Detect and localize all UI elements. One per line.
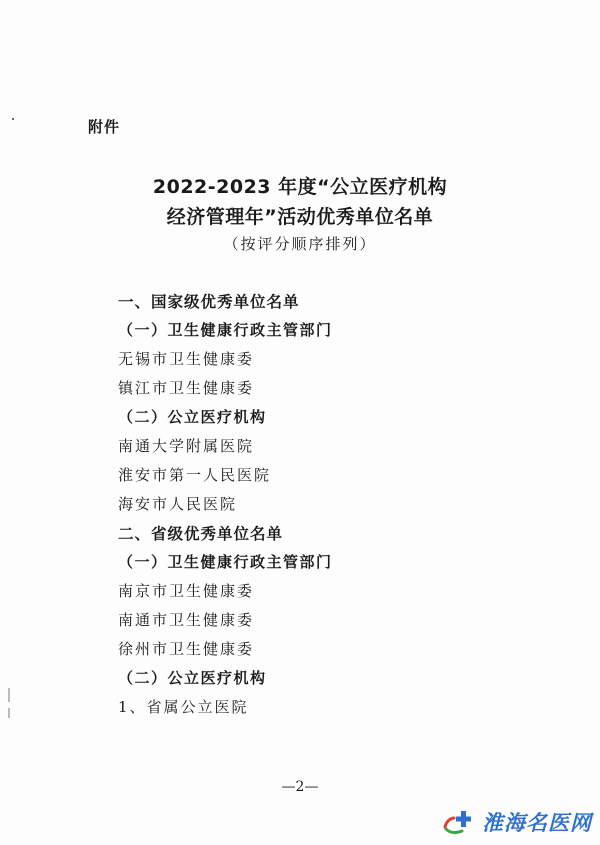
group-heading-public-hospitals: （二）公立医疗机构 [118,408,267,426]
scan-margin-mark [8,688,10,702]
page-number: —2— [281,779,319,795]
list-item: 徐州市卫生健康委 [118,640,255,658]
list-item: 淮安市第一人民医院 [118,466,272,484]
scan-speck [12,118,14,120]
attachment-label: 附件 [88,118,121,136]
group-heading-health-commission: （一）卫生健康行政主管部门 [118,321,333,339]
list-item: 1、省属公立医院 [118,698,249,716]
list-item: 无锡市卫生健康委 [118,350,255,368]
list-item: 南京市卫生健康委 [118,582,255,600]
watermark-text: 淮海名医网 [482,810,592,835]
document-title-line-2: 经济管理年”活动优秀单位名单 [166,206,434,228]
group-heading-public-hospitals: （二）公立医疗机构 [118,669,267,687]
scan-margin-mark [8,708,10,718]
watermark [442,805,592,839]
section-heading-national: 一、国家级优秀单位名单 [118,293,300,311]
medical-cross-logo-icon [442,807,478,837]
list-item: 海安市人民医院 [118,495,238,513]
list-item: 南通大学附属医院 [118,437,255,455]
group-heading-health-commission: （一）卫生健康行政主管部门 [118,553,333,571]
document-subtitle: （按评分顺序排列） [223,235,377,253]
document-title-line-1: 2022-2023 年度“公立医疗机构 [152,176,448,198]
section-heading-provincial: 二、省级优秀单位名单 [118,525,284,543]
list-item: 南通市卫生健康委 [118,611,255,629]
list-item: 镇江市卫生健康委 [118,379,255,397]
